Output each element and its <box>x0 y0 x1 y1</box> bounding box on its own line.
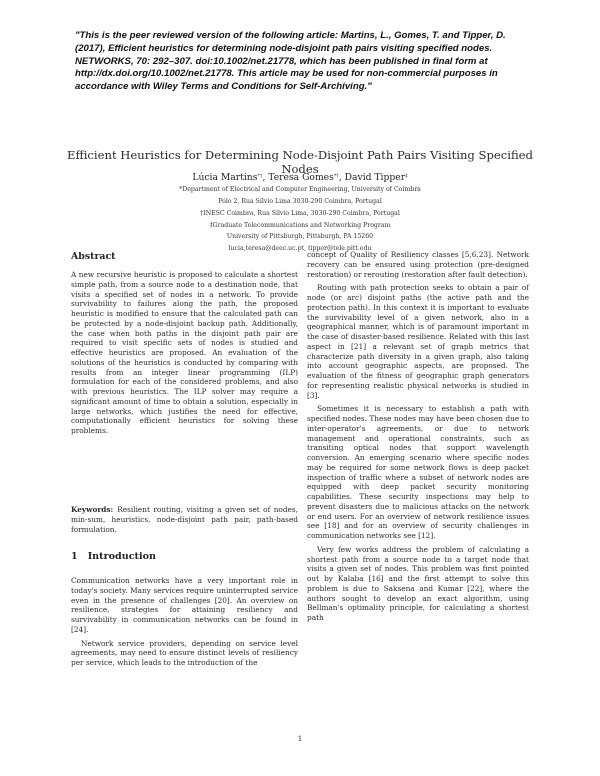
author-mark: *† <box>257 173 263 179</box>
keywords <box>71 505 298 534</box>
author-list: Lúcia Martins*†, Teresa Gomes*†, David Tipper‡ <box>192 172 408 183</box>
keywords-text: Resilient routing, visiting a given set of nodes, min-sum, heuristics, node-disjoint path pair, path-based formulation. <box>71 505 298 534</box>
paragraph: concept of Quality of Resiliency classes [5,6,23]. Network recovery can be ensured using protection (pre-designed restoration) or rerouting (restoration after fault detection). <box>307 250 529 279</box>
paragraph: Routing with path protection seeks to obtain a pair of node (or arc) disjoint paths (the active path and the protection path). In this context it is important to evaluate the survivability level of a given network, also in a geographical manner, which is of paramount important in the case of disaster-based resilience. Related with this last aspect in [21] a relevant set of graph metrics that characterize path diversity in a given graph, also taking into account geographic aspects, are proposed. The evaluation of the fitness of geographic graph generators for representing realistic physical networks is studied in [3]. <box>307 283 529 400</box>
author-name: Lúcia Martins <box>192 172 258 183</box>
paragraph: Very few works address the problem of calculating a shortest path from a source node to a target node that visits a given set of nodes. This problem was first pointed out by Kalaba [16] and the first attempt to solve this problem is due to Saksena and Kumar [22], where the authors sought to develop an exact algorithm, using Bellman's optimality principle, for calculating a shortest path <box>307 544 529 622</box>
author-name: David Tipper <box>344 172 406 183</box>
right-column-body <box>307 250 529 627</box>
page-number: 1 <box>297 734 303 743</box>
affiliation-line: †INESC Coimbra, Rua Sílvio Lima, 3030-290 Coimbra, Portugal <box>200 210 400 217</box>
paper-title: Efficient Heuristics for Determining Node-Disjoint Path Pairs Visiting Specified Nodes <box>67 148 533 176</box>
section-heading <box>71 551 166 562</box>
paragraph: Network service providers, depending on service level agreements, may need to ensure distinct levels of resiliency per service, which leads to the introduction of the <box>71 638 298 667</box>
abstract-heading: Abstract <box>71 251 116 262</box>
affiliation-line: ‡Graduate Telecommunications and Networking Program <box>209 222 391 229</box>
affiliation-line: Pólo 2, Rua Sílvio Lima 3030-290 Coimbra, Portugal <box>218 198 382 205</box>
author-mark: *† <box>333 173 339 179</box>
paragraph: Sometimes it is necessary to establish a path with specified nodes. These nodes may have been chosen due to inter-operator's agreements, or due to network management and operational constraints, such as transiting optical nodes that support wavelength conversion. An emerging scenario where specific nodes may be required for some network flows is deep packet inspection of traffic where a subset of network nodes are equipped with deep packet security monitoring capabilities. These security inspections may help to prevent disasters due to malicious attacks on the network or end users. For an overview of network resilience issues see [18] and for an overview of security challenges in communication networks see [12]. <box>307 404 529 540</box>
affiliation-line: University of Pittsburgh, Pittsburgh, PA 15260 <box>226 233 374 240</box>
affiliation-email: lucia,teresa@deec.uc.pt, tipper@tele.pitt.edu <box>228 245 372 252</box>
section-title: Introduction <box>87 551 157 562</box>
paragraph: Communication networks have a very important role in today's society. Many services require uninterrupted service even in the presence of challenges [20]. An overview on resilience, strategies for attaining resiliency and survivability in communication networks can be found in [24]. <box>71 576 298 634</box>
keywords-label: Keywords: <box>71 505 114 514</box>
author-mark: ‡ <box>405 173 408 179</box>
section-number: 1 <box>71 551 78 562</box>
copyright-notice: "This is the peer reviewed version of the following article: Martins, L., Gomes, T. and Tipper, D. (2017), Efficient heuristics for determining node-disjoint path pairs visiting specified nodes. NETWORKS, 70: 292–307. doi:10.1002/net.21778, which has been published in final form at http://dx.doi.org/10.1002/net.21778. This article may be used for non-commercial purposes in accordance with Wiley Terms and Conditions for Self-Archiving." <box>75 30 506 93</box>
affiliation-line: *Department of Electrical and Computer Engineering, University of Coimbra <box>179 186 421 193</box>
abstract-text: A new recursive heuristic is proposed to calculate a shortest simple path, from a source node to a destination node, that visits a specified set of nodes in a network. To provide survivability to failures along the path, the proposed heuristic is modified to ensure that the calculated path can be protected by a node-disjoint backup path. Additionally, the case when both paths in the disjoint path pair are required to visit specific sets of nodes is studied and effective heuristics are proposed. An evaluation of the solutions of the heuristics is conducted by comparing with results from an integer linear programming (ILP) formulation for each of the considered problems, and also with previous heuristics. The ILP solver may require a significant amount of time to obtain a solution, especially in large networks, which justifies the need for effective, computationally efficient heuristics for solving these problems. <box>71 270 298 435</box>
abstract-body <box>71 270 298 440</box>
author-name: Teresa Gomes <box>268 172 334 183</box>
left-column-body <box>71 576 298 672</box>
